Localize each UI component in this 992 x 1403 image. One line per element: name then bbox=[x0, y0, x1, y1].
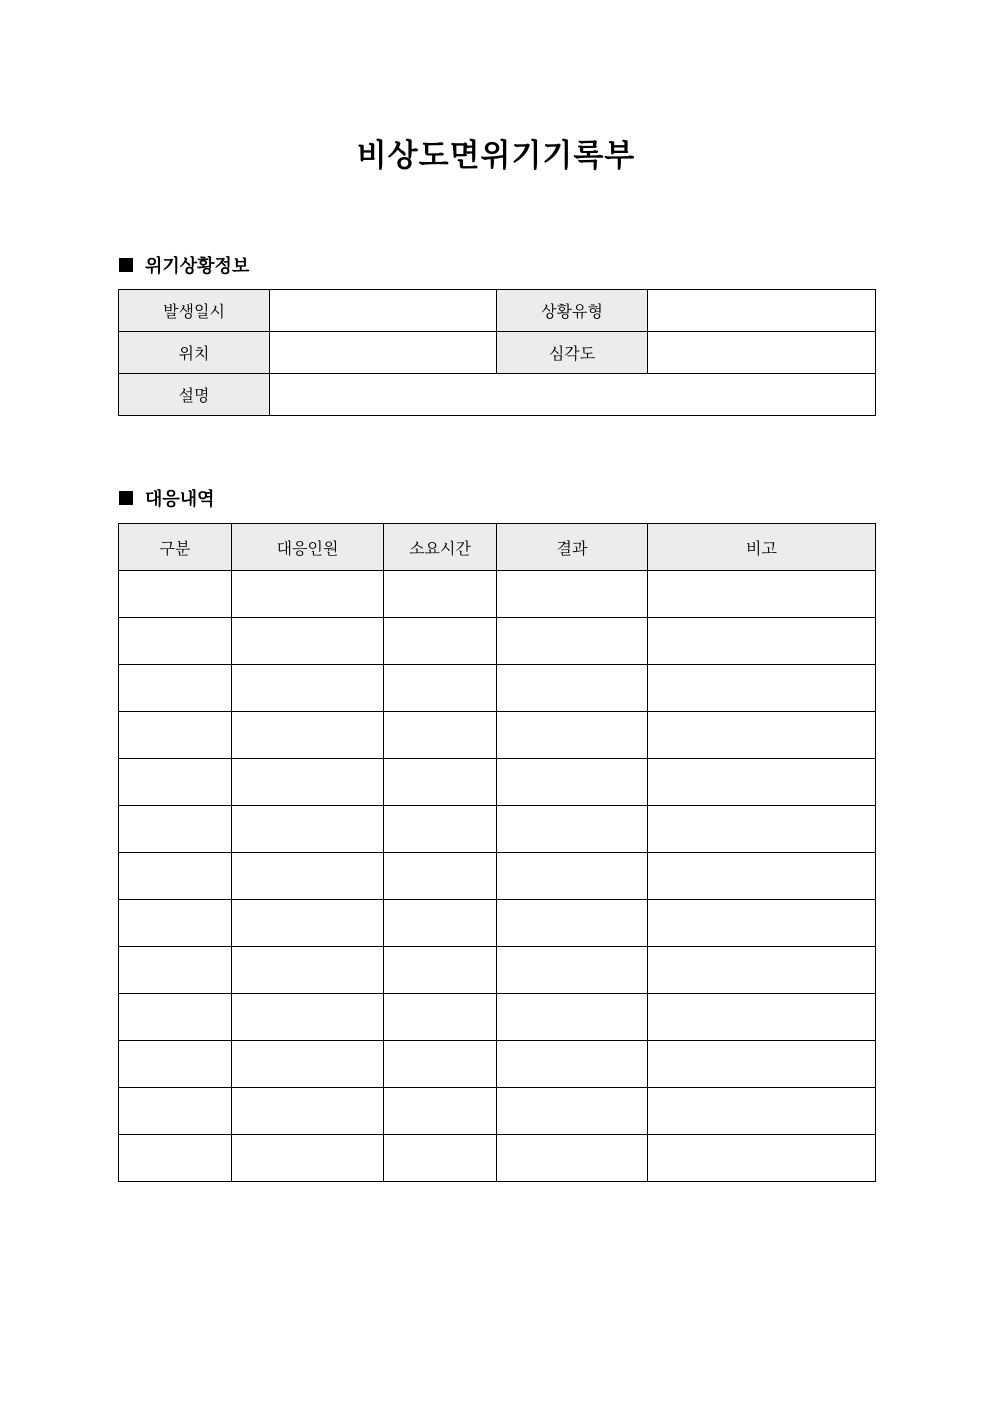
section-heading-info-label: 위기상황정보 bbox=[145, 256, 250, 277]
table-cell[interactable] bbox=[648, 618, 876, 665]
table-cell[interactable] bbox=[119, 571, 232, 618]
column-header: 대응인원 bbox=[232, 524, 384, 571]
table-cell[interactable] bbox=[119, 853, 232, 900]
table-cell[interactable] bbox=[497, 853, 648, 900]
table-cell[interactable] bbox=[119, 1135, 232, 1182]
table-cell[interactable] bbox=[119, 759, 232, 806]
response-table bbox=[118, 523, 876, 1182]
table-cell[interactable] bbox=[232, 900, 384, 947]
table-cell[interactable] bbox=[232, 618, 384, 665]
table-cell[interactable] bbox=[497, 618, 648, 665]
table-cell[interactable] bbox=[232, 712, 384, 759]
table-row bbox=[119, 806, 876, 853]
table-cell[interactable] bbox=[497, 947, 648, 994]
label-description: 설명 bbox=[119, 374, 270, 416]
table-cell[interactable] bbox=[119, 712, 232, 759]
table-cell[interactable] bbox=[384, 806, 497, 853]
info-row-datetime bbox=[119, 290, 876, 332]
table-cell[interactable] bbox=[119, 1088, 232, 1135]
table-cell[interactable] bbox=[648, 853, 876, 900]
table-row bbox=[119, 853, 876, 900]
field-datetime[interactable] bbox=[270, 290, 497, 332]
section-heading-response-label: 대응내역 bbox=[145, 489, 215, 510]
table-row bbox=[119, 759, 876, 806]
table-cell[interactable] bbox=[384, 947, 497, 994]
table-cell[interactable] bbox=[119, 806, 232, 853]
column-header: 구분 bbox=[119, 524, 232, 571]
table-cell[interactable] bbox=[232, 806, 384, 853]
table-cell[interactable] bbox=[648, 947, 876, 994]
table-cell[interactable] bbox=[384, 853, 497, 900]
table-cell[interactable] bbox=[497, 806, 648, 853]
table-cell[interactable] bbox=[648, 806, 876, 853]
section-heading-response bbox=[119, 486, 215, 510]
column-header: 결과 bbox=[497, 524, 648, 571]
field-description[interactable] bbox=[270, 374, 876, 416]
section-heading-info bbox=[119, 253, 249, 277]
table-cell[interactable] bbox=[648, 994, 876, 1041]
table-row bbox=[119, 900, 876, 947]
label-datetime: 발생일시 bbox=[119, 290, 270, 332]
field-severity[interactable] bbox=[648, 332, 876, 374]
square-bullet-icon bbox=[119, 258, 133, 272]
table-cell[interactable] bbox=[119, 900, 232, 947]
crisis-info-table bbox=[118, 289, 876, 416]
table-cell[interactable] bbox=[497, 665, 648, 712]
table-cell[interactable] bbox=[232, 1041, 384, 1088]
table-cell[interactable] bbox=[384, 900, 497, 947]
table-cell[interactable] bbox=[384, 1041, 497, 1088]
table-cell[interactable] bbox=[384, 1135, 497, 1182]
table-cell[interactable] bbox=[648, 900, 876, 947]
info-row-description bbox=[119, 374, 876, 416]
table-cell[interactable] bbox=[497, 1088, 648, 1135]
table-cell[interactable] bbox=[648, 1041, 876, 1088]
table-cell[interactable] bbox=[497, 1135, 648, 1182]
table-cell[interactable] bbox=[384, 665, 497, 712]
table-cell[interactable] bbox=[232, 665, 384, 712]
table-row bbox=[119, 994, 876, 1041]
info-row-location bbox=[119, 332, 876, 374]
table-cell[interactable] bbox=[119, 994, 232, 1041]
document-title: 비상도면위기기록부 bbox=[356, 138, 636, 174]
table-cell[interactable] bbox=[384, 712, 497, 759]
table-row bbox=[119, 947, 876, 994]
table-row bbox=[119, 1041, 876, 1088]
table-cell[interactable] bbox=[384, 571, 497, 618]
label-type: 상황유형 bbox=[497, 290, 648, 332]
table-cell[interactable] bbox=[648, 759, 876, 806]
table-cell[interactable] bbox=[497, 1041, 648, 1088]
table-cell[interactable] bbox=[232, 853, 384, 900]
column-header: 소요시간 bbox=[384, 524, 497, 571]
table-cell[interactable] bbox=[232, 759, 384, 806]
table-row bbox=[119, 712, 876, 759]
table-cell[interactable] bbox=[232, 994, 384, 1041]
table-cell[interactable] bbox=[232, 947, 384, 994]
table-row bbox=[119, 618, 876, 665]
table-cell[interactable] bbox=[497, 571, 648, 618]
field-type[interactable] bbox=[648, 290, 876, 332]
table-cell[interactable] bbox=[119, 618, 232, 665]
table-cell[interactable] bbox=[384, 618, 497, 665]
square-bullet-icon bbox=[119, 491, 133, 505]
table-cell[interactable] bbox=[232, 1135, 384, 1182]
table-cell[interactable] bbox=[384, 1088, 497, 1135]
table-cell[interactable] bbox=[648, 571, 876, 618]
table-row bbox=[119, 1088, 876, 1135]
table-row bbox=[119, 1135, 876, 1182]
table-cell[interactable] bbox=[648, 665, 876, 712]
response-header-row bbox=[119, 524, 876, 571]
table-cell[interactable] bbox=[648, 1135, 876, 1182]
column-header: 비고 bbox=[648, 524, 876, 571]
table-cell[interactable] bbox=[119, 947, 232, 994]
table-cell[interactable] bbox=[232, 571, 384, 618]
label-location: 위치 bbox=[119, 332, 270, 374]
table-row bbox=[119, 665, 876, 712]
table-cell[interactable] bbox=[384, 759, 497, 806]
table-cell[interactable] bbox=[384, 994, 497, 1041]
field-location[interactable] bbox=[270, 332, 497, 374]
label-severity: 심각도 bbox=[497, 332, 648, 374]
table-cell[interactable] bbox=[648, 1088, 876, 1135]
table-row bbox=[119, 571, 876, 618]
table-cell[interactable] bbox=[497, 900, 648, 947]
table-cell[interactable] bbox=[497, 994, 648, 1041]
table-cell[interactable] bbox=[232, 1088, 384, 1135]
table-cell[interactable] bbox=[497, 712, 648, 759]
table-cell[interactable] bbox=[648, 712, 876, 759]
table-cell[interactable] bbox=[119, 665, 232, 712]
response-body bbox=[119, 571, 876, 1182]
table-cell[interactable] bbox=[497, 759, 648, 806]
table-cell[interactable] bbox=[119, 1041, 232, 1088]
